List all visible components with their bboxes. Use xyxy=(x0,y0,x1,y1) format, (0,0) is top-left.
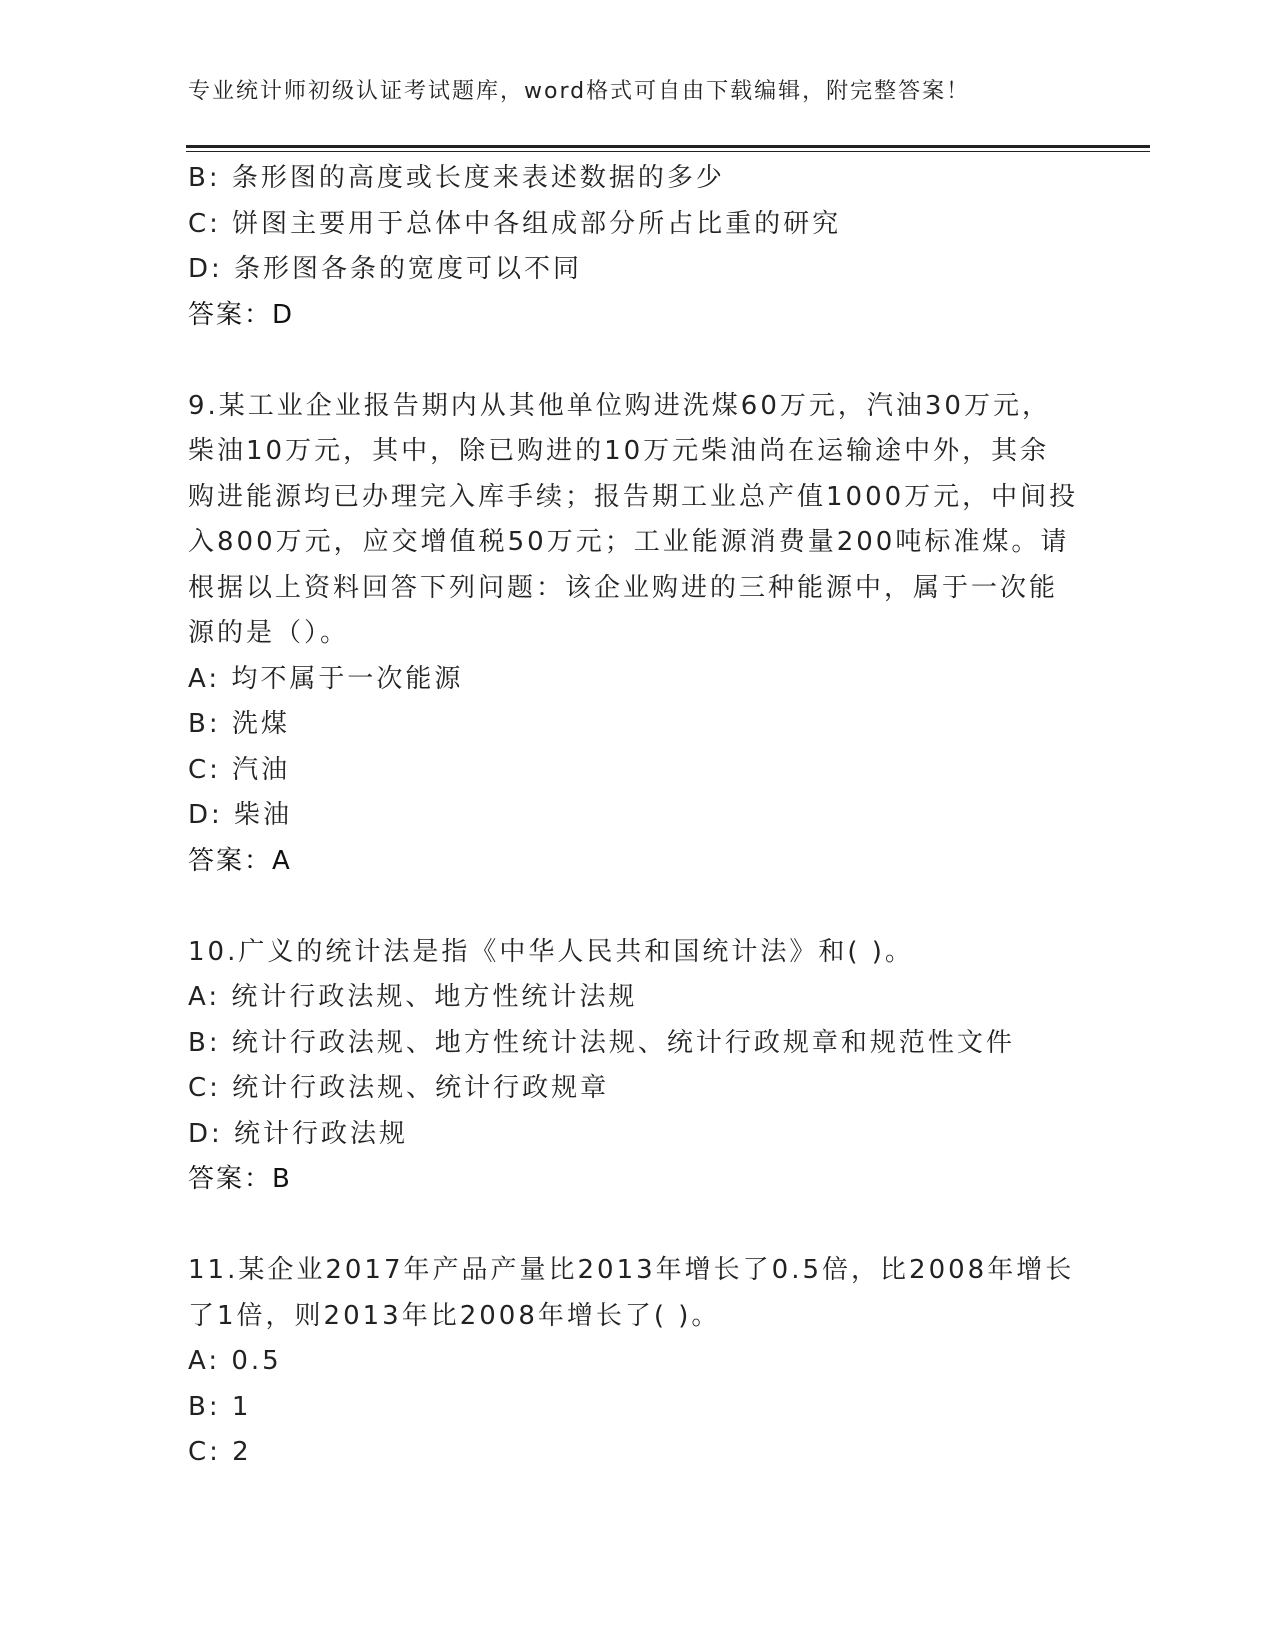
spacer xyxy=(188,338,1078,384)
spacer xyxy=(188,1203,1078,1249)
question-text-line: 11.某企业2017年产品产量比2013年增长了0.5倍，比2008年增长 xyxy=(188,1255,1075,1285)
option-line: D: 统计行政法规 xyxy=(188,1118,409,1149)
question-text-line: 根据以上资料回答下列问题：该企业购进的三种能源中，属于一次能 xyxy=(188,572,1059,603)
option-line: B: 统计行政法规、地方性统计法规、统计行政规章和规范性文件 xyxy=(188,1027,1015,1058)
option-line: B: 条形图的高度或长度来表述数据的多少 xyxy=(188,163,725,193)
option-line: C: 2 xyxy=(188,1437,252,1467)
answer-line: 答案：B xyxy=(188,1164,292,1194)
question-block-11 xyxy=(188,1248,1078,1476)
spacer xyxy=(188,884,1078,930)
answer-line: 答案：D xyxy=(188,299,295,330)
option-line: B: 1 xyxy=(188,1391,252,1422)
option-line: D: 柴油 xyxy=(188,800,293,830)
question-text-line: 10.广义的统计法是指《中华人民共和国统计法》和( )。 xyxy=(188,936,914,967)
question-text-line: 购进能源均已办理完入库手续；报告期工业总产值1000万元，中间投 xyxy=(188,481,1079,512)
question-block-8 xyxy=(188,156,1078,338)
question-text-line: 柴油10万元，其中，除已购进的10万元柴油尚在运输途中外，其余 xyxy=(188,436,1050,466)
option-line: A: 均不属于一次能源 xyxy=(188,663,464,694)
option-line: A: 统计行政法规、地方性统计法规 xyxy=(188,982,638,1012)
header-rule-thin xyxy=(186,151,1150,152)
question-block-10 xyxy=(188,930,1078,1203)
option-line: D: 条形图各条的宽度可以不同 xyxy=(188,254,583,284)
option-line: C: 汽油 xyxy=(188,754,291,785)
question-text-line: 了1倍，则2013年比2008年增长了( )。 xyxy=(188,1300,721,1331)
option-line: C: 统计行政法规、统计行政规章 xyxy=(188,1073,610,1103)
option-line: B: 洗煤 xyxy=(188,709,290,739)
option-line: A: 0.5 xyxy=(188,1346,282,1376)
question-text-line: 9.某工业企业报告期内从其他单位购进洗煤60万元，汽油30万元， xyxy=(188,390,1051,421)
question-block-9 xyxy=(188,384,1078,885)
header-rule-thick xyxy=(186,145,1150,148)
page-header-title: 专业统计师初级认证考试题库，word格式可自由下载编辑，附完整答案！ xyxy=(188,79,971,104)
question-text-line: 入800万元，应交增值税50万元；工业能源消费量200吨标准煤。请 xyxy=(188,527,1070,557)
question-text-line: 源的是（）。 xyxy=(188,618,350,648)
answer-line: 答案：A xyxy=(188,845,292,876)
question-content xyxy=(188,156,1078,1476)
option-line: C: 饼图主要用于总体中各组成部分所占比重的研究 xyxy=(188,208,842,239)
